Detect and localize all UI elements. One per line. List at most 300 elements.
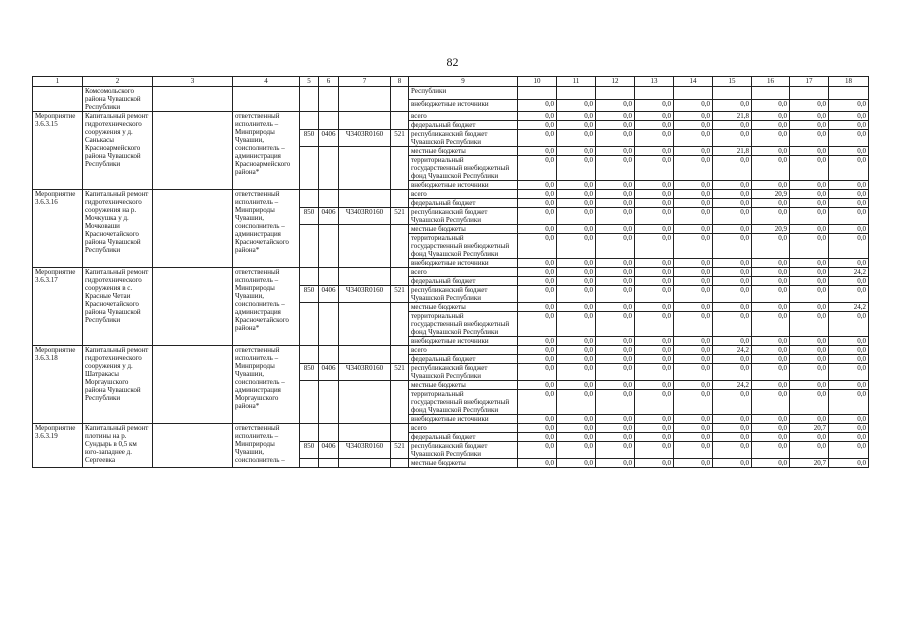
- value-cell: 0,0: [829, 277, 869, 286]
- value-cell: 0,0: [596, 268, 635, 277]
- value-cell: 0,0: [596, 442, 635, 459]
- value-cell: 0,0: [635, 415, 674, 424]
- value-cell: 0,0: [790, 303, 829, 312]
- value-cell: [713, 87, 752, 100]
- value-cell: 0,0: [635, 303, 674, 312]
- value-cell: 0,0: [829, 433, 869, 442]
- value-cell: 0,0: [829, 312, 869, 337]
- code-cell: [300, 381, 319, 424]
- value-cell: 0,0: [596, 147, 635, 156]
- value-cell: 0,0: [635, 147, 674, 156]
- code-cell: [300, 346, 319, 364]
- code-cell: [300, 303, 319, 346]
- value-cell: 0,0: [752, 381, 790, 390]
- value-cell: 0,0: [635, 181, 674, 190]
- value-cell: 0,0: [829, 190, 869, 199]
- value-cell: 0,0: [829, 346, 869, 355]
- value-cell: 0,0: [557, 199, 596, 208]
- value-cell: 0,0: [829, 459, 869, 468]
- value-cell: 0,0: [518, 415, 557, 424]
- value-cell: 0,0: [713, 181, 752, 190]
- value-cell: 0,0: [596, 346, 635, 355]
- value-cell: 0,0: [635, 381, 674, 390]
- value-cell: 0,0: [752, 277, 790, 286]
- value-cell: 0,0: [713, 208, 752, 225]
- value-cell: 0,0: [790, 234, 829, 259]
- value-cell: 20,9: [752, 190, 790, 199]
- value-cell: 0,0: [635, 459, 674, 468]
- value-cell: 0,0: [713, 234, 752, 259]
- value-cell: 0,0: [518, 181, 557, 190]
- table-row: [33, 424, 869, 433]
- value-cell: 0,0: [752, 147, 790, 156]
- code-cell: [319, 303, 339, 346]
- value-cell: 0,0: [790, 147, 829, 156]
- value-cell: 0,0: [829, 208, 869, 225]
- funding-source-cell: федеральный бюджет: [409, 121, 518, 130]
- csr-code-cell: Ч3403R0160: [339, 130, 391, 147]
- column-number: 1: [33, 77, 83, 87]
- code-cell: [391, 190, 409, 208]
- value-cell: 0,0: [829, 415, 869, 424]
- value-cell: 0,0: [518, 225, 557, 234]
- grbs-code-cell: 850: [300, 364, 319, 381]
- value-cell: 0,0: [829, 99, 869, 112]
- value-cell: 0,0: [674, 208, 713, 225]
- value-cell: 0,0: [635, 259, 674, 268]
- value-cell: 0,0: [596, 190, 635, 199]
- value-cell: 0,0: [674, 346, 713, 355]
- value-cell: 0,0: [713, 156, 752, 181]
- value-cell: 0,0: [752, 181, 790, 190]
- program-table: [32, 76, 869, 468]
- page-number: 82: [446, 55, 459, 69]
- value-cell: 0,0: [674, 259, 713, 268]
- value-cell: 0,0: [829, 364, 869, 381]
- value-cell: 0,0: [752, 355, 790, 364]
- value-cell: 0,0: [674, 355, 713, 364]
- value-cell: 0,0: [557, 234, 596, 259]
- column-number-row: [33, 77, 869, 87]
- value-cell: 0,0: [518, 121, 557, 130]
- column-number: 13: [635, 77, 674, 87]
- funding-source-cell: всего: [409, 346, 518, 355]
- column-number: 10: [518, 77, 557, 87]
- code-cell: [319, 112, 339, 130]
- value-cell: 0,0: [674, 277, 713, 286]
- value-cell: 24,2: [829, 303, 869, 312]
- value-cell: 0,0: [829, 147, 869, 156]
- value-cell: 0,0: [752, 268, 790, 277]
- value-cell: 0,0: [596, 130, 635, 147]
- value-cell: 0,0: [557, 225, 596, 234]
- code-cell: [339, 147, 391, 190]
- value-cell: 0,0: [752, 346, 790, 355]
- value-cell: 0,0: [596, 277, 635, 286]
- funding-source-cell: всего: [409, 268, 518, 277]
- value-cell: 0,0: [596, 225, 635, 234]
- funding-source-cell: местные бюджеты: [409, 459, 518, 468]
- value-cell: 0,0: [674, 442, 713, 459]
- value-cell: 0,0: [713, 303, 752, 312]
- event-name-cell: Капитальный ремонт гидротехнического сооружения в с. Красные Четаи Красночетайского района Чувашской Республики: [83, 268, 153, 346]
- value-cell: 0,0: [829, 259, 869, 268]
- funding-source-cell: местные бюджеты: [409, 381, 518, 390]
- empty-cell: [153, 424, 233, 468]
- value-cell: 0,0: [829, 130, 869, 147]
- value-cell: 0,0: [557, 208, 596, 225]
- value-cell: 0,0: [752, 364, 790, 381]
- value-cell: 0,0: [596, 286, 635, 303]
- code-cell: [339, 225, 391, 268]
- executor-cell: ответственный исполнитель – Минприроды Чувашии, соисполнитель – администрация Моргаушского района*: [233, 346, 300, 424]
- value-cell: 0,0: [674, 130, 713, 147]
- value-cell: 0,0: [635, 99, 674, 112]
- value-cell: 0,0: [752, 121, 790, 130]
- value-cell: 0,0: [713, 337, 752, 346]
- value-cell: 0,0: [790, 208, 829, 225]
- value-cell: 0,0: [752, 303, 790, 312]
- value-cell: 0,0: [674, 286, 713, 303]
- code-cell: [300, 190, 319, 208]
- value-cell: 0,0: [635, 277, 674, 286]
- value-cell: 0,0: [635, 364, 674, 381]
- value-cell: 0,0: [557, 381, 596, 390]
- value-cell: 0,0: [596, 355, 635, 364]
- value-cell: 0,0: [790, 381, 829, 390]
- value-cell: 0,0: [557, 459, 596, 468]
- value-cell: 0,0: [596, 415, 635, 424]
- code-cell: [391, 459, 409, 468]
- value-cell: 0,0: [518, 424, 557, 433]
- vr-code-cell: 521: [391, 442, 409, 459]
- value-cell: 0,0: [557, 277, 596, 286]
- value-cell: 0,0: [790, 156, 829, 181]
- value-cell: 0,0: [752, 259, 790, 268]
- column-number: 4: [233, 77, 300, 87]
- event-name-cell: Капитальный ремонт гидротехнического сооружения у д. Санькасы Красноармейского района Чувашской Республики: [83, 112, 153, 190]
- value-cell: 0,0: [518, 259, 557, 268]
- funding-source-cell: местные бюджеты: [409, 303, 518, 312]
- event-id-cell: Мероприятие 3.6.3.19: [33, 424, 83, 468]
- value-cell: 0,0: [635, 234, 674, 259]
- value-cell: 0,0: [596, 390, 635, 415]
- value-cell: 0,0: [674, 364, 713, 381]
- value-cell: 0,0: [635, 225, 674, 234]
- code-cell: [391, 112, 409, 130]
- value-cell: 0,0: [713, 312, 752, 337]
- column-number: 16: [752, 77, 790, 87]
- value-cell: 0,0: [829, 199, 869, 208]
- value-cell: 0,0: [790, 259, 829, 268]
- column-number: 3: [153, 77, 233, 87]
- funding-source-cell: внебюджетные источники: [409, 99, 518, 112]
- code-cell: [319, 190, 339, 208]
- value-cell: 0,0: [829, 424, 869, 433]
- value-cell: 20,9: [752, 225, 790, 234]
- value-cell: 0,0: [518, 346, 557, 355]
- value-cell: 0,0: [829, 355, 869, 364]
- value-cell: 20,7: [790, 459, 829, 468]
- value-cell: 0,0: [635, 442, 674, 459]
- value-cell: 0,0: [790, 121, 829, 130]
- csr-code-cell: Ч3403R0160: [339, 208, 391, 225]
- value-cell: 0,0: [635, 121, 674, 130]
- value-cell: 0,0: [752, 286, 790, 303]
- value-cell: 0,0: [557, 112, 596, 121]
- rzpr-code-cell: 0406: [319, 130, 339, 147]
- code-cell: [391, 147, 409, 190]
- value-cell: 0,0: [674, 99, 713, 112]
- value-cell: 0,0: [829, 181, 869, 190]
- value-cell: 0,0: [518, 199, 557, 208]
- value-cell: 0,0: [635, 433, 674, 442]
- value-cell: 0,0: [518, 112, 557, 121]
- value-cell: 24,2: [713, 381, 752, 390]
- value-cell: 0,0: [635, 355, 674, 364]
- empty-cell: [153, 268, 233, 346]
- value-cell: 20,7: [790, 424, 829, 433]
- table-row: [33, 190, 869, 199]
- event-id-cell: Мероприятие 3.6.3.17: [33, 268, 83, 346]
- value-cell: 0,0: [752, 99, 790, 112]
- value-cell: 0,0: [752, 442, 790, 459]
- value-cell: 0,0: [790, 415, 829, 424]
- value-cell: 0,0: [518, 355, 557, 364]
- value-cell: 0,0: [518, 390, 557, 415]
- value-cell: 0,0: [752, 112, 790, 121]
- grbs-code-cell: 850: [300, 286, 319, 303]
- value-cell: [790, 87, 829, 100]
- value-cell: [557, 87, 596, 100]
- code-cell: [339, 87, 391, 112]
- value-cell: 24,2: [713, 346, 752, 355]
- funding-source-cell: Республики: [409, 87, 518, 100]
- value-cell: 0,0: [790, 390, 829, 415]
- value-cell: 0,0: [518, 190, 557, 199]
- value-cell: 0,0: [557, 415, 596, 424]
- executor-cell: ответственный исполнитель – Минприроды Чувашии, соисполнитель – администрация Красночетайского района*: [233, 268, 300, 346]
- value-cell: 0,0: [829, 225, 869, 234]
- value-cell: 0,0: [518, 130, 557, 147]
- value-cell: 0,0: [557, 355, 596, 364]
- event-id-cell: [33, 87, 83, 112]
- value-cell: 0,0: [713, 286, 752, 303]
- value-cell: 21,8: [713, 147, 752, 156]
- funding-source-cell: федеральный бюджет: [409, 199, 518, 208]
- column-number: 15: [713, 77, 752, 87]
- value-cell: 0,0: [557, 181, 596, 190]
- column-number: 14: [674, 77, 713, 87]
- value-cell: 0,0: [790, 130, 829, 147]
- grbs-code-cell: 850: [300, 208, 319, 225]
- value-cell: 0,0: [596, 424, 635, 433]
- value-cell: 0,0: [557, 390, 596, 415]
- value-cell: 0,0: [518, 337, 557, 346]
- value-cell: 0,0: [713, 121, 752, 130]
- value-cell: 0,0: [518, 277, 557, 286]
- value-cell: [596, 87, 635, 100]
- code-cell: [339, 268, 391, 286]
- csr-code-cell: Ч3403R0160: [339, 286, 391, 303]
- value-cell: 0,0: [518, 364, 557, 381]
- code-cell: [339, 346, 391, 364]
- value-cell: 0,0: [752, 156, 790, 181]
- value-cell: 0,0: [752, 337, 790, 346]
- grbs-code-cell: 850: [300, 442, 319, 459]
- value-cell: 0,0: [713, 433, 752, 442]
- value-cell: 0,0: [635, 390, 674, 415]
- value-cell: 0,0: [713, 424, 752, 433]
- code-cell: [391, 303, 409, 346]
- value-cell: 0,0: [829, 286, 869, 303]
- value-cell: 0,0: [557, 346, 596, 355]
- table-row: [33, 268, 869, 277]
- value-cell: 0,0: [596, 433, 635, 442]
- value-cell: 0,0: [752, 433, 790, 442]
- value-cell: 0,0: [674, 234, 713, 259]
- value-cell: 0,0: [596, 181, 635, 190]
- value-cell: 0,0: [790, 268, 829, 277]
- code-cell: [391, 346, 409, 364]
- column-number: 12: [596, 77, 635, 87]
- value-cell: 0,0: [674, 424, 713, 433]
- value-cell: 0,0: [674, 181, 713, 190]
- value-cell: 0,0: [790, 364, 829, 381]
- value-cell: 0,0: [790, 433, 829, 442]
- value-cell: 0,0: [713, 190, 752, 199]
- grbs-code-cell: 850: [300, 130, 319, 147]
- vr-code-cell: 521: [391, 130, 409, 147]
- value-cell: 21,8: [713, 112, 752, 121]
- rzpr-code-cell: 0406: [319, 208, 339, 225]
- value-cell: 0,0: [713, 130, 752, 147]
- value-cell: 0,0: [829, 442, 869, 459]
- value-cell: 0,0: [518, 208, 557, 225]
- code-cell: [319, 424, 339, 442]
- funding-source-cell: территориальный государственный внебюджетный фонд Чувашской Республики: [409, 312, 518, 337]
- value-cell: 0,0: [518, 442, 557, 459]
- column-number: 11: [557, 77, 596, 87]
- value-cell: 0,0: [596, 234, 635, 259]
- empty-cell: [153, 87, 233, 112]
- value-cell: 0,0: [635, 312, 674, 337]
- code-cell: [300, 112, 319, 130]
- value-cell: 0,0: [557, 364, 596, 381]
- value-cell: 0,0: [518, 459, 557, 468]
- code-cell: [319, 346, 339, 364]
- value-cell: 0,0: [713, 99, 752, 112]
- value-cell: 0,0: [713, 390, 752, 415]
- value-cell: 0,0: [557, 147, 596, 156]
- value-cell: [752, 87, 790, 100]
- rzpr-code-cell: 0406: [319, 286, 339, 303]
- value-cell: 0,0: [596, 364, 635, 381]
- value-cell: 0,0: [596, 208, 635, 225]
- value-cell: 0,0: [674, 147, 713, 156]
- value-cell: 0,0: [790, 225, 829, 234]
- code-cell: [300, 147, 319, 190]
- value-cell: 0,0: [790, 355, 829, 364]
- vr-code-cell: 521: [391, 208, 409, 225]
- funding-source-cell: территориальный государственный внебюджетный фонд Чувашской Республики: [409, 234, 518, 259]
- code-cell: [300, 225, 319, 268]
- funding-source-cell: местные бюджеты: [409, 147, 518, 156]
- value-cell: 0,0: [790, 199, 829, 208]
- value-cell: 0,0: [518, 234, 557, 259]
- value-cell: 0,0: [557, 303, 596, 312]
- value-cell: 0,0: [596, 121, 635, 130]
- value-cell: 0,0: [674, 112, 713, 121]
- value-cell: 0,0: [829, 156, 869, 181]
- code-cell: [300, 87, 319, 112]
- funding-source-cell: республиканский бюджет Чувашской Республики: [409, 364, 518, 381]
- funding-source-cell: федеральный бюджет: [409, 277, 518, 286]
- value-cell: 0,0: [596, 199, 635, 208]
- code-cell: [391, 225, 409, 268]
- value-cell: 0,0: [557, 259, 596, 268]
- value-cell: 0,0: [557, 130, 596, 147]
- code-cell: [300, 424, 319, 442]
- executor-cell: ответственный исполнитель – Минприроды Чувашии, соисполнитель – администрация Красноармейского района*: [233, 112, 300, 190]
- value-cell: 0,0: [829, 390, 869, 415]
- value-cell: 0,0: [557, 121, 596, 130]
- value-cell: 0,0: [557, 156, 596, 181]
- value-cell: 0,0: [557, 312, 596, 337]
- event-id-cell: Мероприятие 3.6.3.16: [33, 190, 83, 268]
- funding-source-cell: всего: [409, 424, 518, 433]
- value-cell: 0,0: [752, 199, 790, 208]
- value-cell: 0,0: [596, 112, 635, 121]
- code-cell: [300, 459, 319, 468]
- column-number: 6: [319, 77, 339, 87]
- value-cell: 0,0: [713, 225, 752, 234]
- executor-cell: ответственный исполнитель – Минприроды Чувашии, соисполнитель –: [233, 424, 300, 468]
- value-cell: 0,0: [596, 259, 635, 268]
- value-cell: 0,0: [829, 381, 869, 390]
- value-cell: 0,0: [829, 337, 869, 346]
- value-cell: 0,0: [790, 112, 829, 121]
- value-cell: 0,0: [557, 337, 596, 346]
- column-number: 8: [391, 77, 409, 87]
- column-number: 7: [339, 77, 391, 87]
- value-cell: 0,0: [674, 225, 713, 234]
- value-cell: 0,0: [674, 268, 713, 277]
- funding-source-cell: республиканский бюджет Чувашской Республики: [409, 286, 518, 303]
- event-name-cell: Комсомольского района Чувашской Республики: [83, 87, 153, 112]
- code-cell: [339, 459, 391, 468]
- event-name-cell: Капитальный ремонт плотины на р. Сундырь в 0,5 км юго-западнее д. Сергеевка: [83, 424, 153, 468]
- value-cell: 0,0: [596, 303, 635, 312]
- value-cell: 0,0: [635, 208, 674, 225]
- empty-cell: [153, 112, 233, 190]
- value-cell: 0,0: [674, 199, 713, 208]
- value-cell: 0,0: [596, 381, 635, 390]
- value-cell: 0,0: [713, 268, 752, 277]
- value-cell: 0,0: [829, 121, 869, 130]
- executor-cell: [233, 87, 300, 112]
- value-cell: 0,0: [674, 190, 713, 199]
- value-cell: 0,0: [518, 312, 557, 337]
- value-cell: 0,0: [635, 424, 674, 433]
- value-cell: 0,0: [635, 130, 674, 147]
- code-cell: [391, 268, 409, 286]
- value-cell: 0,0: [752, 234, 790, 259]
- code-cell: [300, 268, 319, 286]
- event-name-cell: Капитальный ремонт гидротехнического сооружения на р. Мочкушка у д. Мочковаши Красночетайского района Чувашской Республики: [83, 190, 153, 268]
- value-cell: 0,0: [674, 381, 713, 390]
- value-cell: 0,0: [635, 112, 674, 121]
